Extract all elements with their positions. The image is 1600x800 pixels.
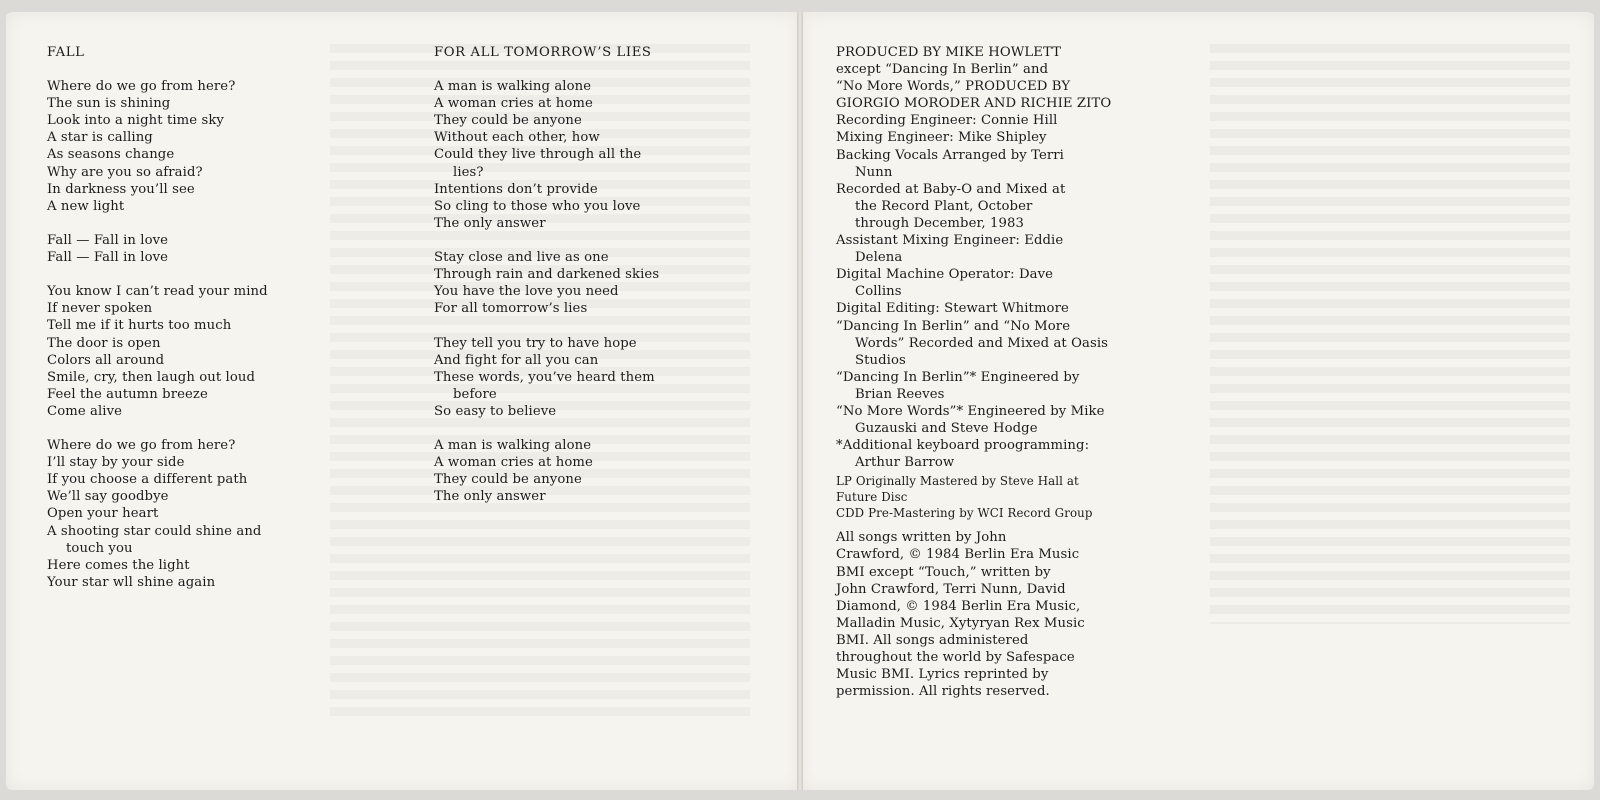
text-line: Recorded at Baby-O and Mixed at: [836, 181, 1066, 197]
stanza-gap: [47, 215, 268, 232]
text-line: They could be anyone: [434, 113, 582, 129]
text-line: CDD Pre-Mastering by WCI Record Group: [836, 506, 1093, 521]
text-line: PRODUCED BY MIKE HOWLETT: [836, 45, 1062, 60]
text-line: Colors all around: [47, 352, 165, 368]
stanza: [47, 283, 268, 420]
text-line: So cling to those who you love: [434, 198, 641, 214]
text-line: We’ll say goodbye: [47, 489, 169, 505]
text-line: The only answer: [434, 489, 546, 505]
text-line: Tell me if it hurts too much: [47, 318, 232, 334]
text-line: Look into a night time sky: [47, 113, 224, 129]
text-line: As seasons change: [47, 147, 175, 163]
stanza-gap: [47, 266, 268, 283]
text-line: Without each other, how: [434, 130, 600, 146]
text-line: BMI. All songs administered: [836, 632, 1029, 648]
text-line: “No More Words,” PRODUCED BY: [836, 79, 1071, 95]
text-line: Diamond, © 1984 Berlin Era Music,: [836, 598, 1081, 614]
lyrics-body: [434, 78, 659, 505]
text-line: I’ll stay by your side: [47, 455, 185, 471]
text-line: Smile, cry, then laugh out loud: [47, 369, 256, 385]
text-line: throughout the world by Safespace: [836, 650, 1075, 665]
text-line: Words” Recorded and Mixed at Oasis: [855, 335, 1109, 351]
stanza: [434, 437, 659, 505]
credits-column: [836, 44, 1111, 700]
text-line: Delena: [855, 250, 903, 266]
spacer: [836, 521, 1111, 529]
text-line: The door is open: [47, 335, 161, 351]
text-line: “No More Words”* Engineered by Mike: [836, 403, 1105, 419]
text-line: Fall — Fall in love: [47, 250, 169, 266]
stanza: [434, 249, 659, 317]
text-line: lies?: [453, 164, 484, 180]
text-line: They tell you try to have hope: [434, 335, 637, 351]
text-line: Your star wll shine again: [47, 574, 216, 590]
text-line: Feel the autumn breeze: [47, 386, 208, 402]
text-line: the Record Plant, October: [855, 198, 1033, 214]
text-line: Crawford, © 1984 Berlin Era Music: [836, 547, 1080, 563]
stanza-gap: [47, 420, 268, 437]
text-line: *Additional keyboard proogramming:: [836, 438, 1090, 454]
text-line: Where do we go from here?: [47, 79, 236, 95]
mastering-block: [836, 473, 1111, 521]
show-through-texture-right: [1210, 44, 1570, 624]
text-line: BMI except “Touch,” written by: [836, 564, 1051, 580]
text-line: Backing Vocals Arranged by Terri: [836, 147, 1065, 163]
text-line: Guzauski and Steve Hodge: [855, 421, 1038, 437]
text-line: You know I can’t read your mind: [47, 284, 268, 300]
text-line: Open your heart: [47, 506, 159, 522]
text-line: Music BMI. Lyrics reprinted by: [836, 667, 1049, 683]
lyrics-for-all-tomorrows-lies: [434, 44, 659, 505]
lyrics-body: [47, 78, 268, 591]
text-line: Future Disc: [836, 490, 908, 505]
text-line: “Dancing In Berlin” and “No More: [836, 318, 1071, 334]
text-line: permission. All rights reserved.: [836, 684, 1050, 700]
text-line: GIORGIO MORODER AND RICHIE ZITO: [836, 96, 1112, 112]
text-line: LP Originally Mastered by Steve Hall at: [836, 474, 1079, 489]
text-line: They could be anyone: [434, 472, 582, 488]
lyrics-fall: [47, 44, 268, 591]
text-line: If never spoken: [47, 301, 153, 317]
stanza: [47, 78, 268, 215]
text-line: And fight for all you can: [434, 352, 599, 368]
text-line: Malladin Music, Xytyryan Rex Music: [836, 615, 1085, 631]
text-line: Where do we go from here?: [47, 438, 236, 454]
stanza: [47, 437, 268, 591]
stanza: [434, 335, 659, 420]
booklet-spine: [797, 12, 803, 790]
text-line: Fall — Fall in love: [47, 232, 169, 248]
text-line: Come alive: [47, 403, 123, 419]
text-line: touch you: [66, 540, 133, 556]
text-line: In darkness you’ll see: [47, 181, 195, 197]
text-line: Through rain and darkened skies: [434, 267, 660, 283]
text-line: Digital Editing: Stewart Whitmore: [836, 301, 1069, 317]
text-line: A star is calling: [47, 130, 153, 146]
text-line: If you choose a different path: [47, 472, 248, 488]
text-line: The only answer: [434, 215, 546, 231]
text-line: So easy to believe: [434, 403, 557, 419]
text-line: John Crawford, Terri Nunn, David: [836, 581, 1066, 597]
text-line: Digital Machine Operator: Dave: [836, 267, 1054, 283]
copyright-block: [836, 529, 1111, 700]
text-line: These words, you’ve heard them: [434, 369, 655, 385]
text-line: “Dancing In Berlin”* Engineered by: [836, 369, 1080, 385]
stanza: [434, 78, 659, 232]
text-line: A new light: [47, 198, 125, 214]
text-line: Intentions don’t provide: [434, 181, 598, 197]
text-line: except “Dancing In Berlin” and: [836, 62, 1049, 78]
stanza: [47, 232, 268, 266]
song-title-for-all-tomorrows-lies: FOR ALL TOMORROW’S LIES: [434, 45, 652, 60]
text-line: You have the love you need: [434, 284, 619, 300]
text-line: Here comes the light: [47, 557, 190, 573]
stanza-gap: [434, 232, 659, 249]
text-line: Assistant Mixing Engineer: Eddie: [836, 233, 1064, 249]
song-title-fall: FALL: [47, 45, 85, 60]
text-line: A man is walking alone: [434, 79, 592, 95]
text-line: Why are you so afraid?: [47, 164, 203, 180]
text-line: A man is walking alone: [434, 438, 592, 454]
text-line: before: [453, 386, 497, 402]
text-line: Arthur Barrow: [855, 455, 955, 471]
text-line: through December, 1983: [855, 215, 1024, 231]
stanza-gap: [434, 420, 659, 437]
text-line: Stay close and live as one: [434, 250, 609, 266]
text-line: Nunn: [855, 164, 893, 180]
stanza-gap: [434, 317, 659, 334]
text-line: A woman cries at home: [434, 455, 593, 471]
text-line: Mixing Engineer: Mike Shipley: [836, 130, 1047, 146]
text-line: The sun is shining: [47, 96, 171, 112]
text-line: Recording Engineer: Connie Hill: [836, 113, 1058, 129]
text-line: For all tomorrow’s lies: [434, 301, 588, 317]
text-line: A woman cries at home: [434, 96, 593, 112]
text-line: Could they live through all the: [434, 147, 642, 163]
text-line: A shooting star could shine and: [47, 523, 262, 539]
credits-block: [836, 44, 1111, 471]
text-line: Brian Reeves: [855, 386, 945, 402]
text-line: All songs written by John: [836, 530, 1007, 546]
text-line: Studios: [855, 352, 906, 368]
text-line: Collins: [855, 284, 902, 300]
